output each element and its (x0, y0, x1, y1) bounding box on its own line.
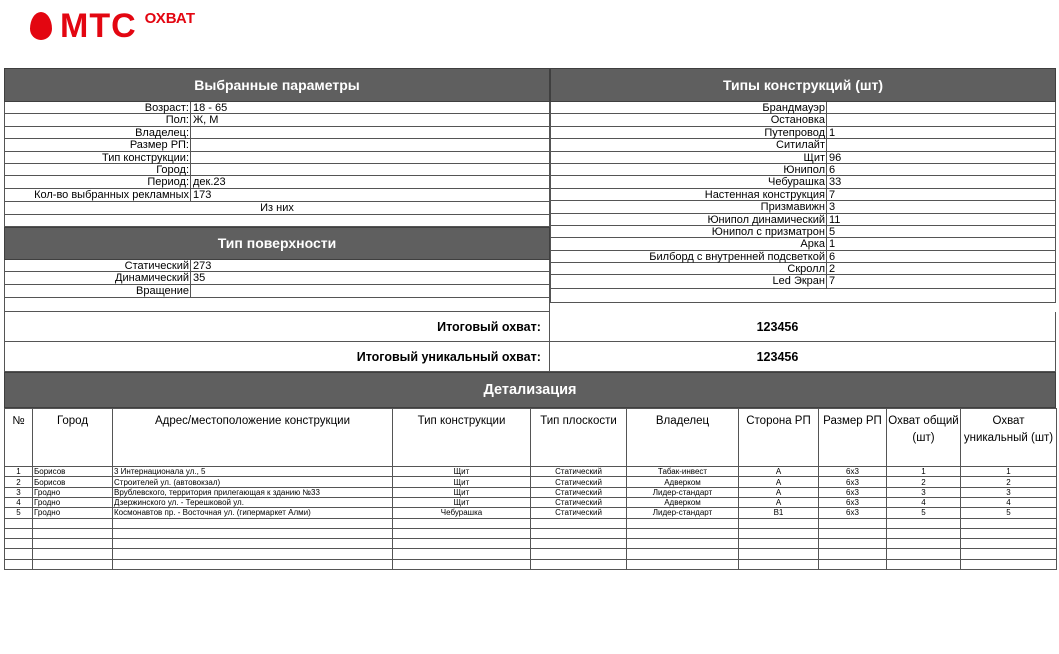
type-row (551, 263, 1055, 275)
table-cell (819, 549, 887, 559)
table-cell (819, 528, 887, 538)
detail-column-header: Размер РП (819, 409, 887, 467)
table-cell: 3 (5, 487, 33, 497)
table-cell: В1 (739, 508, 819, 518)
type-value: 33 (829, 176, 842, 189)
type-row (551, 238, 1055, 250)
surface-row (5, 272, 549, 284)
of-them-row (4, 202, 550, 214)
table-cell: 5 (887, 508, 961, 518)
type-value: 7 (829, 188, 836, 201)
surface-row (5, 260, 549, 272)
type-row (551, 102, 1055, 114)
table-cell: 2 (961, 477, 1057, 487)
table-cell: 5 (5, 508, 33, 518)
type-row (551, 114, 1055, 126)
table-cell (887, 518, 961, 528)
type-value (827, 139, 1055, 150)
table-cell: 3 (887, 487, 961, 497)
surface-value: 273 (193, 259, 212, 272)
table-cell (33, 518, 113, 528)
param-label: Кол-во выбранных рекламных (5, 189, 191, 201)
table-cell (33, 539, 113, 549)
type-row (551, 214, 1055, 226)
type-value: 2 (829, 263, 836, 276)
param-label: Возраст: (5, 102, 191, 113)
table-cell (113, 549, 393, 559)
type-label: Юнипол с призматрон (551, 226, 827, 237)
table-cell: Статический (531, 497, 627, 507)
table-cell (5, 559, 33, 569)
logo-sub: ОХВАТ (144, 10, 196, 27)
table-cell: Гродно (33, 487, 113, 497)
table-cell: А (739, 497, 819, 507)
table-cell: Чебурашка (393, 508, 531, 518)
table-cell (627, 518, 739, 528)
table-cell (393, 559, 531, 569)
type-label: Призмавижн (551, 201, 827, 212)
table-cell (819, 539, 887, 549)
type-label: Led Экран (551, 275, 827, 287)
param-value (191, 127, 549, 138)
table-cell (113, 518, 393, 528)
detail-column-header: Город (33, 409, 113, 467)
spacer-row (4, 215, 550, 227)
table-cell (739, 539, 819, 549)
type-row (551, 275, 1055, 287)
table-cell: А (739, 477, 819, 487)
table-cell: 6х3 (819, 508, 887, 518)
param-label: Размер РП: (5, 139, 191, 150)
table-cell (33, 559, 113, 569)
detail-column-header: Тип плоскости (531, 409, 627, 467)
param-row (5, 164, 549, 176)
type-label: Юнипол динамический (551, 214, 827, 225)
table-cell: Космонавтов пр. - Восточная ул. (гипермаркет Алми) (113, 508, 393, 518)
type-label: Остановка (551, 114, 827, 125)
table-cell: Гродно (33, 497, 113, 507)
param-value (191, 164, 549, 175)
param-value (191, 152, 549, 163)
types-title: Типы конструкций (шт) (550, 68, 1056, 102)
mts-egg-icon (30, 12, 52, 40)
table-cell: 4 (961, 497, 1057, 507)
table-cell: Гродно (33, 508, 113, 518)
detail-column-header: Сторона РП (739, 409, 819, 467)
detail-title: Детализация (4, 372, 1056, 408)
table-cell (627, 549, 739, 559)
detail-column-header: Адрес/местоположение конструкции (113, 409, 393, 467)
table-cell: Щит (393, 477, 531, 487)
type-label: Ситилайт (551, 139, 827, 150)
type-label: Щит (551, 152, 827, 163)
types-panel (550, 68, 1056, 312)
type-row (551, 189, 1055, 201)
param-row (5, 127, 549, 139)
table-cell: Борисов (33, 467, 113, 477)
param-label: Владелец: (5, 127, 191, 138)
type-value: 5 (829, 225, 836, 238)
table-row (5, 497, 1057, 507)
type-value: 1 (829, 238, 836, 251)
table-cell: 6х3 (819, 497, 887, 507)
total-reach-label: Итоговый охват: (5, 312, 550, 341)
total-unique-reach-label: Итоговый уникальный охват: (5, 342, 550, 371)
type-row (551, 139, 1055, 151)
table-cell (531, 559, 627, 569)
table-cell (887, 549, 961, 559)
table-cell: Борисов (33, 477, 113, 487)
table-cell: Статический (531, 508, 627, 518)
table-cell: Дзержинского ул. - Терешковой ул. (113, 497, 393, 507)
surface-label: Вращение (5, 285, 191, 297)
surface-value (191, 285, 549, 297)
table-cell: 1 (5, 467, 33, 477)
type-label: Путепровод (551, 127, 827, 138)
table-cell (627, 559, 739, 569)
param-row (5, 114, 549, 126)
table-cell: 5 (961, 508, 1057, 518)
table-cell (961, 539, 1057, 549)
type-row (551, 251, 1055, 263)
table-cell (5, 549, 33, 559)
param-row (5, 189, 549, 201)
param-row (5, 176, 549, 188)
table-row (5, 487, 1057, 497)
table-cell (531, 549, 627, 559)
table-cell (739, 528, 819, 538)
detail-column-header: Охват уникальный (шт) (961, 409, 1057, 467)
table-cell (5, 528, 33, 538)
total-reach-value: 123456 (756, 319, 799, 334)
table-cell (5, 539, 33, 549)
type-row (551, 152, 1055, 164)
table-cell (531, 528, 627, 538)
table-cell: Щит (393, 487, 531, 497)
table-cell (819, 559, 887, 569)
table-cell: Статический (531, 487, 627, 497)
surface-value: 35 (193, 272, 206, 285)
table-cell (887, 528, 961, 538)
table-cell (739, 518, 819, 528)
param-label: Тип конструкции: (5, 152, 191, 163)
param-row (5, 139, 549, 151)
logo-brand: МТС (60, 7, 137, 45)
table-cell (961, 559, 1057, 569)
type-label: Арка (551, 238, 827, 249)
surface-title: Тип поверхности (4, 227, 550, 260)
table-cell: Адверком (627, 497, 739, 507)
report-grid (4, 68, 1056, 570)
table-cell (887, 559, 961, 569)
type-label: Чебурашка (551, 176, 827, 187)
detail-column-header: № (5, 409, 33, 467)
surface-label: Динамический (5, 272, 191, 283)
type-row (551, 164, 1055, 176)
param-label: Пол: (5, 114, 191, 125)
table-cell: 2 (5, 477, 33, 487)
param-value: 18 - 65 (193, 102, 228, 114)
table-cell (5, 518, 33, 528)
params-panel (4, 68, 550, 312)
param-label: Период: (5, 176, 191, 187)
param-row (5, 102, 549, 114)
type-label: Юнипол (551, 164, 827, 175)
type-label: Брандмауэр (551, 102, 827, 113)
table-cell (393, 518, 531, 528)
table-cell (33, 528, 113, 538)
table-cell (627, 528, 739, 538)
table-cell: Статический (531, 477, 627, 487)
table-cell: 4 (5, 497, 33, 507)
table-cell: Лидер-стандарт (627, 508, 739, 518)
table-row (5, 467, 1057, 477)
type-label: Скролл (551, 263, 827, 274)
param-row (5, 152, 549, 164)
total-reach-row (4, 312, 1056, 342)
spacer-row (4, 298, 550, 312)
table-cell: 1 (887, 467, 961, 477)
table-cell: 3 (961, 487, 1057, 497)
params-title: Выбранные параметры (4, 68, 550, 102)
table-cell: Строителей ул. (автовокзал) (113, 477, 393, 487)
table-cell: Табак-инвест (627, 467, 739, 477)
table-row (5, 477, 1057, 487)
param-value: 173 (193, 188, 212, 201)
table-cell (33, 549, 113, 559)
detail-column-header: Охват общий (шт) (887, 409, 961, 467)
type-row (551, 176, 1055, 188)
table-cell (739, 559, 819, 569)
type-value: 6 (829, 250, 836, 263)
type-value: 11 (829, 213, 841, 226)
table-cell: Лидер-стандарт (627, 487, 739, 497)
table-cell (887, 539, 961, 549)
table-cell: Адверком (627, 477, 739, 487)
empty-table-row (5, 528, 1057, 538)
table-cell (531, 518, 627, 528)
type-label: Настенная конструкция (551, 189, 827, 200)
table-cell (627, 539, 739, 549)
table-cell (113, 528, 393, 538)
table-cell: 6х3 (819, 467, 887, 477)
table-cell: Щит (393, 467, 531, 477)
detail-column-header: Тип конструкции (393, 409, 531, 467)
type-label: Билборд с внутренней подсветкой (551, 251, 827, 262)
mts-logo (30, 8, 195, 44)
table-cell: А (739, 467, 819, 477)
table-cell: 3 Интернационала ул., 5 (113, 467, 393, 477)
total-unique-reach-row (4, 342, 1056, 372)
table-cell (393, 539, 531, 549)
type-value (827, 102, 1055, 113)
surface-row (5, 285, 549, 297)
table-cell (961, 518, 1057, 528)
of-them-label: Из них (260, 202, 294, 215)
detail-column-header: Владелец (627, 409, 739, 467)
param-value: Ж, М (193, 114, 219, 127)
table-cell (961, 549, 1057, 559)
table-cell: А (739, 487, 819, 497)
total-unique-reach-value: 123456 (756, 349, 799, 364)
spacer-row (550, 289, 1056, 303)
empty-table-row (5, 518, 1057, 528)
detail-table (4, 408, 1057, 570)
table-cell (961, 528, 1057, 538)
table-cell: 4 (887, 497, 961, 507)
table-cell (393, 528, 531, 538)
empty-table-row (5, 559, 1057, 569)
table-cell (113, 539, 393, 549)
type-value: 1 (829, 126, 836, 139)
type-value: 7 (829, 275, 836, 288)
table-cell (819, 518, 887, 528)
table-cell: Врублевского, территория прилегающая к зданию №33 (113, 487, 393, 497)
table-cell: 2 (887, 477, 961, 487)
table-row (5, 508, 1057, 518)
param-label: Город: (5, 164, 191, 175)
type-value: 6 (829, 163, 836, 176)
table-cell: 6х3 (819, 487, 887, 497)
type-value: 3 (829, 201, 836, 214)
table-cell (113, 559, 393, 569)
param-value (191, 139, 549, 150)
empty-table-row (5, 549, 1057, 559)
type-value (827, 114, 1055, 125)
type-row (551, 201, 1055, 213)
table-cell: Статический (531, 467, 627, 477)
table-cell (393, 549, 531, 559)
table-cell (739, 549, 819, 559)
table-cell: 6х3 (819, 477, 887, 487)
table-cell: 1 (961, 467, 1057, 477)
param-value: дек.23 (193, 176, 226, 189)
type-row (551, 226, 1055, 238)
table-cell (531, 539, 627, 549)
type-value: 96 (829, 151, 842, 164)
table-cell: Щит (393, 497, 531, 507)
type-row (551, 127, 1055, 139)
surface-label: Статический (5, 260, 191, 271)
empty-table-row (5, 539, 1057, 549)
